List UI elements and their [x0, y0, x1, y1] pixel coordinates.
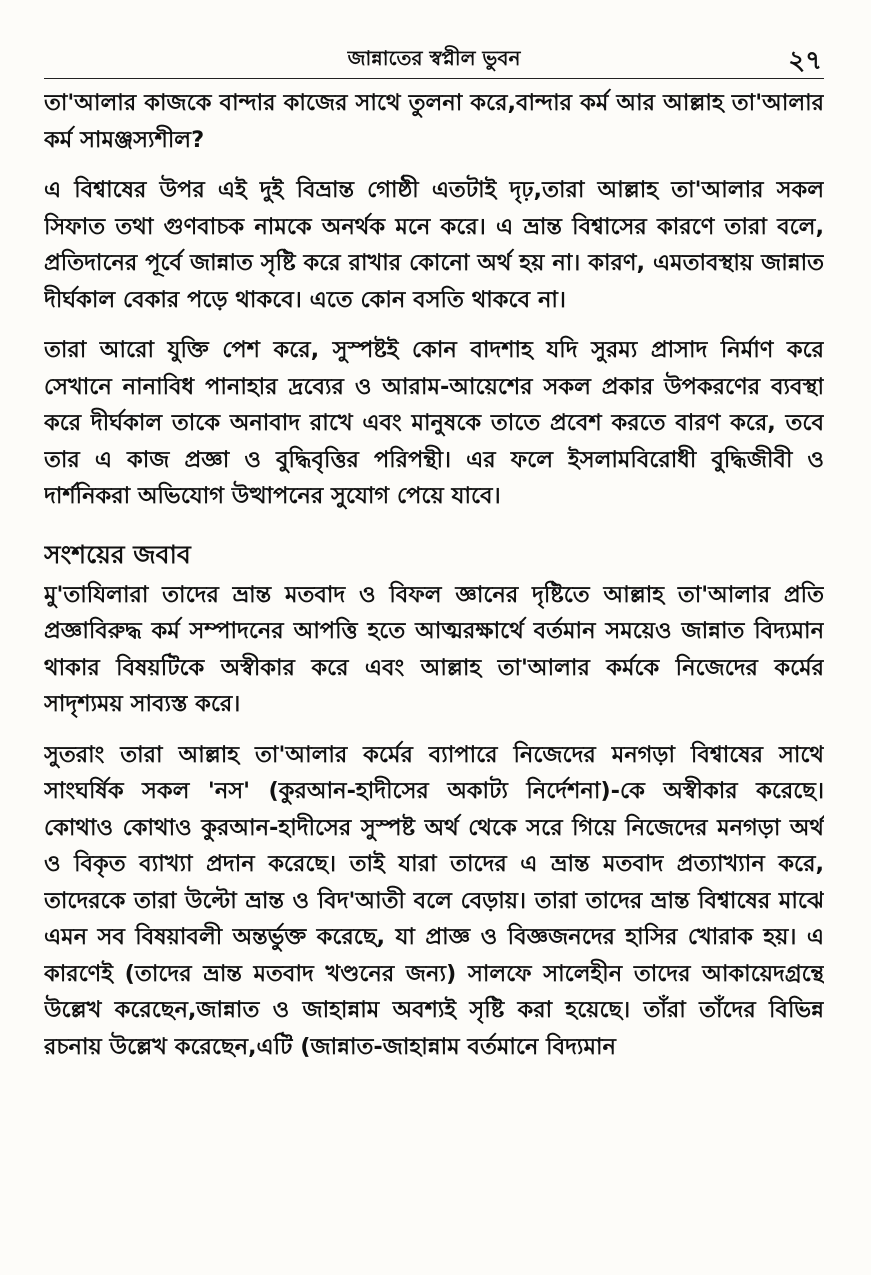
- section-heading: সংশয়ের জবাব: [44, 539, 191, 569]
- page-number: ২৭: [788, 46, 822, 76]
- paragraph-1: তা'আলার কাজকে বান্দার কাজের সাথে তুলনা করে,বান্দার কর্ম আর আল্লাহ তা'আলার কর্ম সামঞ্জস্যশীল?: [44, 90, 824, 153]
- body-text: [44, 85, 824, 1065]
- paragraph-4: মু'তাযিলারা তাদের ভ্রান্ত মতবাদ ও বিফল জ্ঞানের দৃষ্টিতে আল্লাহ তা'আলার প্রতি প্রজ্ঞাবিরুদ্ধ কর্ম সম্পাদনের আপত্তি হতে আত্মরক্ষার্থে বর্তমান সময়েও জান্নাত বিদ্যমান থাকার বিষয়টিকে অস্বীকার করে এবং আল্লাহ তা'আলার কর্মকে নিজেদের কর্মের সাদৃশ্যময় সাব্যস্ত করে।: [44, 581, 824, 717]
- running-title: জান্নাতের স্বপ্নীল ভুবন: [347, 46, 521, 70]
- paragraph-3: তারা আরো যুক্তি পেশ করে, সুস্পষ্টই কোন বাদশাহ যদি সুরম্য প্রাসাদ নির্মাণ করে সেখানে নানাবিধ পানাহার দ্রব্যের ও আরাম-আয়েশের সকল প্রকার উপকরণের ব্যবস্থা করে দীর্ঘকাল তাকে অনাবাদ রাখে এবং মানুষকে তাতে প্রবেশ করতে বারণ করে, তবে তার এ কাজ প্রজ্ঞা ও বুদ্ধিবৃত্তির পরিপন্থী। এর ফলে ইসলামবিরোধী বুদ্ধিজীবী ও দার্শনিকরা অভিযোগ উত্থাপনের সুযোগ পেয়ে যাবে।: [44, 337, 824, 509]
- paragraph-2: এ বিশ্বাষের উপর এই দুই বিভ্রান্ত গোষ্ঠী এতটাই দৃঢ়,তারা আল্লাহ তা'আলার সকল সিফাত তথা গুণবাচক নামকে অনর্থক মনে করে। এ ভ্রান্ত বিশ্বাসের কারণে তারা বলে, প্রতিদানের পূর্বে জান্নাত সৃষ্টি করে রাখার কোনো অর্থ হয় না। কারণ, এমতাবস্থায় জান্নাত দীর্ঘকাল বেকার পড়ে থাকবে। এতে কোন বসতি থাকবে না।: [44, 177, 824, 313]
- paragraph-5: সুতরাং তারা আল্লাহ তা'আলার কর্মের ব্যাপারে নিজেদের মনগড়া বিশ্বাষের সাথে সাংঘর্ষিক সকল 'নস' (কুরআন-হাদীসের অকাট্য নির্দেশনা)-কে অস্বীকার করেছে। কোথাও কোথাও কুরআন-হাদীসের সুস্পষ্ট অর্থ থেকে সরে গিয়ে নিজেদের মনগড়া অর্থ ও বিকৃত ব্যাখ্যা প্রদান করেছে। তাই যারা তাদের এ ভ্রান্ত মতবাদ প্রত্যাখ্যান করে, তাদেরকে তারা উল্টো ভ্রান্ত ও বিদ'আতী বলে বেড়ায়। তারা তাদের ভ্রান্ত বিশ্বাষের মাঝে এমন সব বিষয়াবলী অন্তর্ভুক্ত করেছে, যা প্রাজ্ঞ ও বিজ্ঞজনদের হাসির খোরাক হয়। এ কারণেই (তাদের ভ্রান্ত মতবাদ খণ্ডনের জন্য) সালফে সালেহীন তাদের আকায়েদগ্রন্থে উল্লেখ করেছেন,জান্নাত ও জাহান্নাম অবশ্যই সৃষ্টি করা হয়েছে। তাঁরা তাঁদের বিভিন্ন রচনায় উল্লেখ করেছেন,এটি (জান্নাত-জাহান্নাম বর্তমানে বিদ্যমান: [44, 741, 824, 1060]
- book-page: [44, 38, 824, 1268]
- running-header: [44, 38, 824, 79]
